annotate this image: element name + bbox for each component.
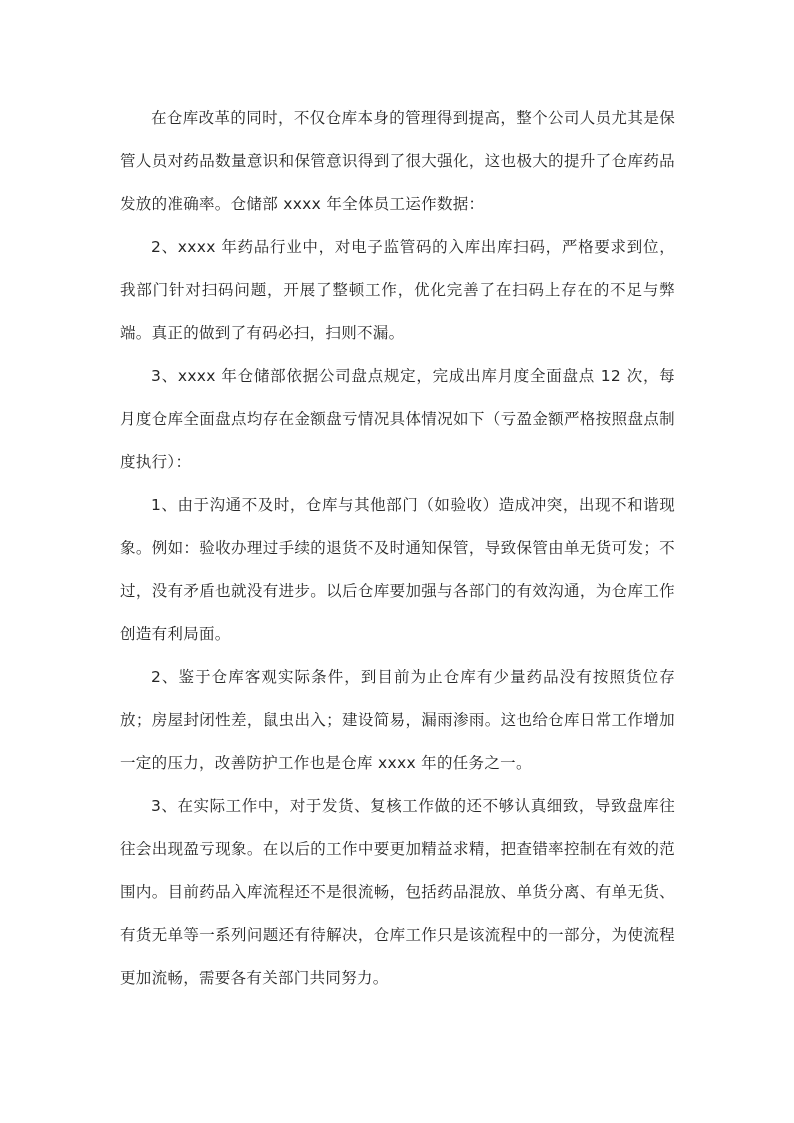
paragraph-warehouse-reform: 在仓库改革的同时，不仅仓库本身的管理得到提高，整个公司人员尤其是保管人员对药品数量意识和保管意识得到了很大强化，这也极大的提升了仓库药品发放的准确率。仓储部 xxxx 年全体员工运作数据： <box>120 109 675 213</box>
paragraph-storage-conditions: 2、鉴于仓库客观实际条件，到目前为止仓库有少量药品没有按照货位存放；房屋封闭性差，鼠虫出入；建设简易，漏雨渗雨。这也给仓库日常工作增加一定的压力，改善防护工作也是仓库 xxxx 年的任务之一。 <box>120 668 675 772</box>
paragraph-scan-code: 2、xxxx 年药品行业中，对电子监管码的入库出库扫码，严格要求到位，我部门针对扫码问题，开展了整顿工作，优化完善了在扫码上存在的不足与弊端。真正的做到了有码必扫，扫则不漏。 <box>120 238 675 342</box>
paragraph-inventory-count: 3、xxxx 年仓储部依据公司盘点规定，完成出库月度全面盘点 12 次，每月度仓库全面盘点均存在金额盘亏情况具体情况如下（亏盈金额严格按照盘点制度执行）： <box>120 367 675 471</box>
paragraph-work-process: 3、在实际工作中，对于发货、复核工作做的还不够认真细致，导致盘库往往会出现盈亏现象。在以后的工作中要更加精益求精，把查错率控制在有效的范围内。目前药品入库流程还不是很流畅，包括药品混放、单货分离、有单无货、有货无单等一系列问题还有待解决，仓库工作只是该流程中的一部分，为使流程更加流畅，需要各有关部门共同努力。 <box>120 797 675 987</box>
document-body <box>120 97 675 1000</box>
paragraph-communication: 1、由于沟通不及时，仓库与其他部门（如验收）造成冲突，出现不和谐现象。例如：验收办理过手续的退货不及时通知保管，导致保管由单无货可发；不过，没有矛盾也就没有进步。以后仓库要加强与各部门的有效沟通，为仓库工作创造有利局面。 <box>120 496 675 643</box>
